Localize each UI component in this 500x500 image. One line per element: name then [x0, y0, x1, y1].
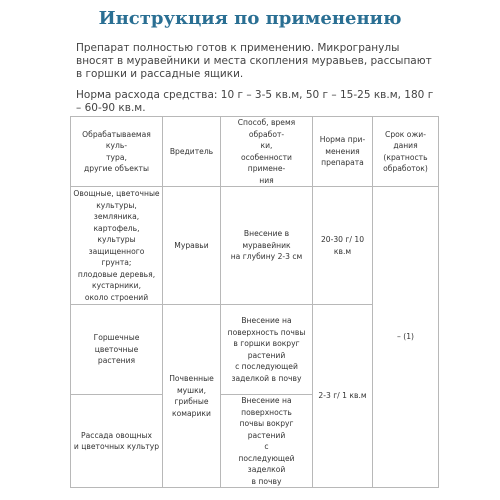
page-title: Инструкция по применению	[98, 8, 402, 29]
cell-text-line: обработок)	[383, 164, 428, 173]
header-pest: Вредитель	[163, 117, 221, 187]
cell-text-line: Почвенные	[169, 374, 214, 383]
cell-text-line: Внесение на	[241, 316, 292, 325]
cell-text-line: Овощные, цветочные	[73, 189, 160, 198]
cell-text-line: ния	[259, 175, 274, 185]
cell-text-line: культуры защищенного	[88, 235, 145, 256]
cell-text-line: 20-30 г/ 10	[320, 235, 365, 244]
cell-pest	[163, 305, 221, 488]
cell-text-line: на глубину 2-3 см	[230, 252, 303, 262]
cell-text-line: Рассада овощных	[81, 430, 152, 440]
header-rate	[313, 117, 373, 187]
instructions-table	[70, 116, 439, 488]
dosage-paragraph: Норма расхода средства: 10 г – 3-5 кв.м, 50 г – 15-25 кв.м, 180 г – 60-90 кв.м.	[76, 89, 434, 114]
cell-text-line: кустарники,	[92, 281, 141, 290]
cell-text-line: особенности примене-	[241, 152, 292, 173]
cell-text-line: ки,	[260, 141, 273, 150]
cell-text-line: Способ, время обработ-	[237, 118, 296, 139]
cell-text-line: тура,	[106, 152, 127, 162]
cell-pest: Муравьи	[163, 187, 221, 305]
cell-crop	[71, 395, 163, 488]
cell-text-line: поверхность	[241, 407, 292, 417]
cell-text-line: дания	[393, 141, 418, 150]
cell-text-line: с	[264, 442, 269, 451]
cell-crop	[71, 187, 163, 305]
cell-text-line: Внесение на	[241, 396, 292, 405]
header-term	[373, 117, 439, 187]
table-row	[71, 187, 439, 305]
cell-text-line: (кратность	[383, 152, 428, 162]
cell-text-line: растения	[97, 356, 136, 366]
cell-text-line: другие объекты	[84, 164, 149, 173]
cell-text-line: земляника, картофель,	[93, 212, 140, 233]
cell-text-line: менения	[325, 146, 360, 156]
header-crop	[71, 117, 163, 187]
cell-text-line: грунта;	[101, 258, 132, 267]
cell-rate	[313, 305, 373, 488]
cell-text-line: Норма при-	[319, 135, 366, 145]
cell-text-line: грибные	[174, 397, 209, 406]
cell-term: – (1)	[373, 187, 439, 488]
cell-text-line: растений	[247, 350, 286, 360]
table-header-row	[71, 117, 439, 187]
usage-paragraph: Препарат полностью готов к применению. Микрогранулы вносят в муравейники и места скопления муравьев, рассыпают в горшки и рассадные ящики.	[76, 42, 432, 80]
cell-text-line: препарата	[321, 158, 364, 168]
cell-text-line: в почву	[251, 476, 282, 486]
cell-method	[221, 395, 313, 488]
cell-text-line: последующей заделкой	[238, 453, 295, 474]
cell-text-line: почвы вокруг растений	[239, 419, 294, 440]
cell-text-line: заделкой в почву	[231, 373, 302, 383]
cell-text-line: в горшки вокруг	[233, 339, 300, 348]
cell-text-line: мушки,	[176, 385, 207, 395]
cell-method	[221, 305, 313, 395]
cell-text-line: поверхность почвы	[227, 327, 306, 337]
cell-text-line: комарики	[172, 408, 211, 418]
cell-text-line: 2-3 г/ 1 кв.м	[318, 391, 367, 401]
header-method	[221, 117, 313, 187]
cell-rate	[313, 187, 373, 305]
cell-text-line: с последующей	[235, 362, 298, 371]
cell-text-line: около строений	[84, 292, 149, 302]
cell-text-line: Горшечные цветочные	[93, 333, 140, 354]
cell-text-line: Срок ожи-	[385, 129, 426, 139]
cell-text-line: плодовые деревья,	[77, 269, 156, 279]
cell-text-line: кв.м	[333, 246, 352, 256]
cell-text-line: культуры,	[96, 200, 137, 210]
cell-text-line: Обрабатываемая куль-	[82, 129, 151, 150]
cell-method	[221, 187, 313, 305]
cell-crop	[71, 305, 163, 395]
cell-text-line: и цветочных культур	[73, 442, 160, 451]
cell-text-line: Внесение в муравейник	[242, 229, 291, 250]
